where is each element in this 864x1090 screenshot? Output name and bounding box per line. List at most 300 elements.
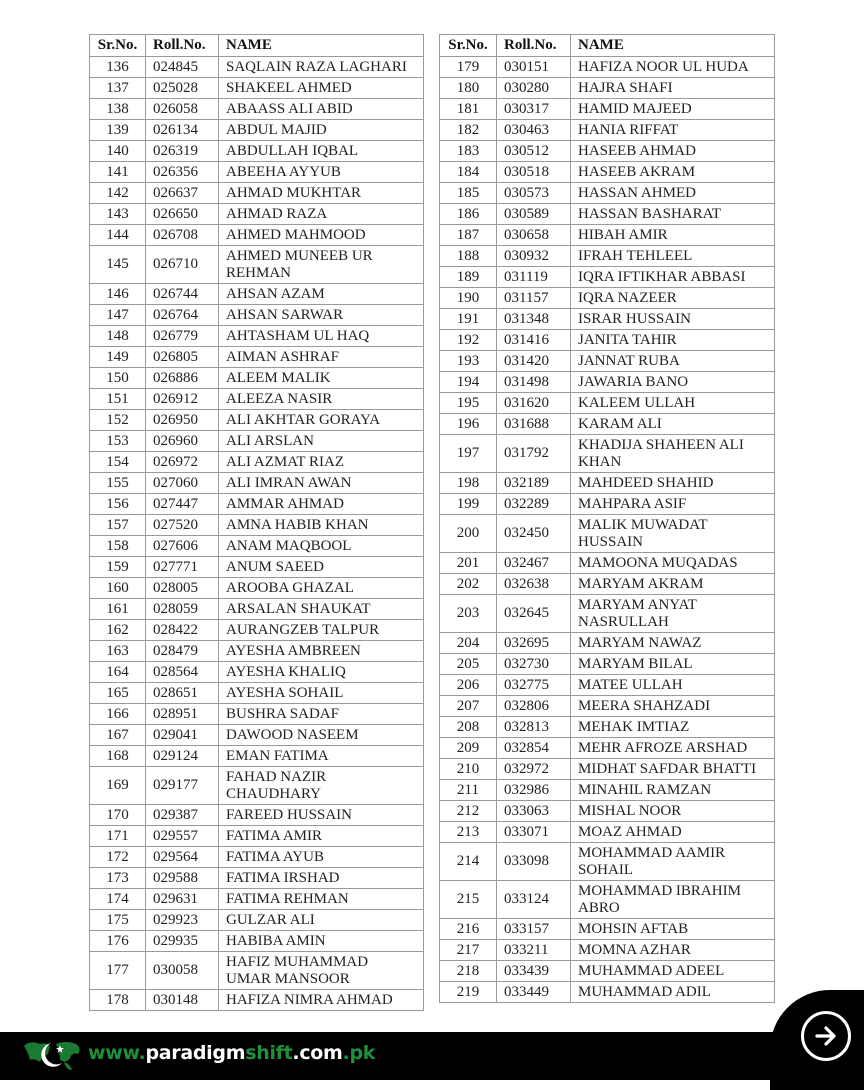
name-cell: MISHAL NOOR: [571, 801, 775, 822]
roll-no-cell: 033063: [497, 801, 571, 822]
name-cell: JANITA TAHIR: [571, 330, 775, 351]
sr-no-cell: 160: [90, 578, 146, 599]
sr-no-cell: 184: [440, 162, 497, 183]
table-row: [440, 204, 775, 225]
table-row: [440, 633, 775, 654]
table-row: [90, 120, 424, 141]
header-roll-no: Roll.No.: [146, 35, 219, 57]
sr-no-cell: 144: [90, 225, 146, 246]
roll-no-cell: 033449: [497, 982, 571, 1003]
roll-no-cell: 026650: [146, 204, 219, 225]
name-cell: IFRAH TEHLEEL: [571, 246, 775, 267]
name-cell: ALEEM MALIK: [219, 368, 424, 389]
roll-no-cell: 028564: [146, 662, 219, 683]
roll-no-cell: 031416: [497, 330, 571, 351]
roll-no-cell: 031688: [497, 414, 571, 435]
table-row: [440, 919, 775, 940]
roll-no-cell: 026319: [146, 141, 219, 162]
name-cell: AHMAD RAZA: [219, 204, 424, 225]
table-body-right: [440, 57, 775, 1003]
table-row: [90, 78, 424, 99]
sr-no-cell: 215: [440, 881, 497, 919]
url-part: paradigm: [145, 1042, 246, 1064]
name-cell: MOHAMMAD IBRAHIM ABRO: [571, 881, 775, 919]
roll-no-cell: 032645: [497, 595, 571, 633]
sr-no-cell: 165: [90, 683, 146, 704]
table-row: [90, 284, 424, 305]
sr-no-cell: 202: [440, 574, 497, 595]
roll-no-cell: 031157: [497, 288, 571, 309]
name-cell: AHMAD MUKHTAR: [219, 183, 424, 204]
table-row: [440, 351, 775, 372]
roll-no-cell: 026912: [146, 389, 219, 410]
sr-no-cell: 140: [90, 141, 146, 162]
table-row: [440, 162, 775, 183]
name-cell: AHSAN SARWAR: [219, 305, 424, 326]
name-cell: MOMNA AZHAR: [571, 940, 775, 961]
name-cell: HABIBA AMIN: [219, 931, 424, 952]
table-row: [440, 99, 775, 120]
table-row: [90, 910, 424, 931]
roll-no-cell: 029387: [146, 805, 219, 826]
roll-list-table-left: [89, 34, 424, 1011]
table-row: [90, 141, 424, 162]
name-cell: HAJRA SHAFI: [571, 78, 775, 99]
table-row: [90, 557, 424, 578]
name-cell: FAHAD NAZIR CHAUDHARY: [219, 767, 424, 805]
name-cell: FATIMA AYUB: [219, 847, 424, 868]
table-row: [90, 162, 424, 183]
name-cell: AHMED MAHMOOD: [219, 225, 424, 246]
name-cell: IQRA NAZEER: [571, 288, 775, 309]
sr-no-cell: 208: [440, 717, 497, 738]
sr-no-cell: 174: [90, 889, 146, 910]
name-cell: HAFIZA NIMRA AHMAD: [219, 990, 424, 1011]
name-cell: AROOBA GHAZAL: [219, 578, 424, 599]
table-row: [440, 738, 775, 759]
sr-no-cell: 181: [440, 99, 497, 120]
sr-no-cell: 216: [440, 919, 497, 940]
sr-no-cell: 210: [440, 759, 497, 780]
roll-no-cell: 031792: [497, 435, 571, 473]
name-cell: BUSHRA SADAF: [219, 704, 424, 725]
sr-no-cell: 159: [90, 557, 146, 578]
website-url[interactable]: [88, 1042, 375, 1064]
roll-no-cell: 026710: [146, 246, 219, 284]
roll-no-cell: 027771: [146, 557, 219, 578]
name-cell: MOAZ AHMAD: [571, 822, 775, 843]
roll-no-cell: 032972: [497, 759, 571, 780]
table-row: [440, 183, 775, 204]
table-row: [440, 57, 775, 78]
roll-no-cell: 026972: [146, 452, 219, 473]
table-row: [440, 473, 775, 494]
table-row: [440, 675, 775, 696]
sr-no-cell: 204: [440, 633, 497, 654]
sr-no-cell: 141: [90, 162, 146, 183]
sr-no-cell: 176: [90, 931, 146, 952]
table-row: [440, 267, 775, 288]
name-cell: AMNA HABIB KHAN: [219, 515, 424, 536]
name-cell: EMAN FATIMA: [219, 746, 424, 767]
sr-no-cell: 190: [440, 288, 497, 309]
table-row: [440, 372, 775, 393]
roll-no-cell: 029041: [146, 725, 219, 746]
roll-no-cell: 031420: [497, 351, 571, 372]
arrow-right-icon: [812, 1022, 840, 1050]
sr-no-cell: 199: [440, 494, 497, 515]
sr-no-cell: 203: [440, 595, 497, 633]
roll-no-cell: 032854: [497, 738, 571, 759]
sr-no-cell: 196: [440, 414, 497, 435]
sr-no-cell: 172: [90, 847, 146, 868]
name-cell: ABAASS ALI ABID: [219, 99, 424, 120]
name-cell: MOHSIN AFTAB: [571, 919, 775, 940]
sr-no-cell: 173: [90, 868, 146, 889]
url-part: .com: [292, 1042, 343, 1064]
roll-no-cell: 031348: [497, 309, 571, 330]
table-row: [440, 515, 775, 553]
roll-no-cell: 028005: [146, 578, 219, 599]
roll-no-cell: 024845: [146, 57, 219, 78]
sr-no-cell: 147: [90, 305, 146, 326]
table-row: [440, 822, 775, 843]
roll-no-cell: 033439: [497, 961, 571, 982]
sr-no-cell: 175: [90, 910, 146, 931]
sr-no-cell: 219: [440, 982, 497, 1003]
roll-no-cell: 030148: [146, 990, 219, 1011]
roll-no-cell: 029124: [146, 746, 219, 767]
roll-no-cell: 026960: [146, 431, 219, 452]
roll-no-cell: 029631: [146, 889, 219, 910]
table-row: [440, 654, 775, 675]
name-cell: MARYAM NAWAZ: [571, 633, 775, 654]
table-row: [440, 141, 775, 162]
table-row: [440, 225, 775, 246]
table-row: [90, 389, 424, 410]
roll-no-cell: 026708: [146, 225, 219, 246]
name-cell: MAHDEED SHAHID: [571, 473, 775, 494]
sr-no-cell: 151: [90, 389, 146, 410]
table-row: [90, 725, 424, 746]
roll-no-cell: 026637: [146, 183, 219, 204]
table-row: [90, 473, 424, 494]
roll-no-cell: 032730: [497, 654, 571, 675]
sr-no-cell: 182: [440, 120, 497, 141]
sr-no-cell: 206: [440, 675, 497, 696]
table-row: [90, 683, 424, 704]
table-row: [90, 620, 424, 641]
sr-no-cell: 143: [90, 204, 146, 225]
table-row: [440, 881, 775, 919]
roll-no-cell: 033211: [497, 940, 571, 961]
name-cell: GULZAR ALI: [219, 910, 424, 931]
table-row: [440, 309, 775, 330]
table-row: [440, 330, 775, 351]
table-row: [440, 717, 775, 738]
sr-no-cell: 189: [440, 267, 497, 288]
sr-no-cell: 156: [90, 494, 146, 515]
table-row: [90, 515, 424, 536]
roll-no-cell: 030463: [497, 120, 571, 141]
table-header-row: [90, 35, 424, 57]
roll-no-cell: 026805: [146, 347, 219, 368]
name-cell: DAWOOD NASEEM: [219, 725, 424, 746]
name-cell: MAHPARA ASIF: [571, 494, 775, 515]
roll-no-cell: 028651: [146, 683, 219, 704]
sr-no-cell: 149: [90, 347, 146, 368]
header-name: NAME: [219, 35, 424, 57]
name-cell: MEHR AFROZE ARSHAD: [571, 738, 775, 759]
header-roll-no: Roll.No.: [497, 35, 571, 57]
sr-no-cell: 198: [440, 473, 497, 494]
name-cell: ABEEHA AYYUB: [219, 162, 424, 183]
sr-no-cell: 197: [440, 435, 497, 473]
sr-no-cell: 158: [90, 536, 146, 557]
table-body-left: [90, 57, 424, 1011]
name-cell: AYESHA KHALIQ: [219, 662, 424, 683]
table-row: [90, 536, 424, 557]
table-row: [440, 961, 775, 982]
table-row: [440, 246, 775, 267]
sr-no-cell: 213: [440, 822, 497, 843]
sr-no-cell: 185: [440, 183, 497, 204]
table-row: [90, 57, 424, 78]
sr-no-cell: 194: [440, 372, 497, 393]
name-cell: MUHAMMAD ADIL: [571, 982, 775, 1003]
name-cell: HIBAH AMIR: [571, 225, 775, 246]
table-row: [440, 435, 775, 473]
sr-no-cell: 152: [90, 410, 146, 431]
sr-no-cell: 183: [440, 141, 497, 162]
name-cell: AMMAR AHMAD: [219, 494, 424, 515]
sr-no-cell: 205: [440, 654, 497, 675]
table-row: [440, 393, 775, 414]
name-cell: JAWARIA BANO: [571, 372, 775, 393]
roll-no-cell: 028951: [146, 704, 219, 725]
roll-no-cell: 031620: [497, 393, 571, 414]
name-cell: ALEEZA NASIR: [219, 389, 424, 410]
roll-no-cell: 033098: [497, 843, 571, 881]
roll-no-cell: 031498: [497, 372, 571, 393]
table-row: [440, 553, 775, 574]
name-cell: MOHAMMAD AAMIR SOHAIL: [571, 843, 775, 881]
sr-no-cell: 155: [90, 473, 146, 494]
table-row: [90, 847, 424, 868]
roll-no-cell: 032695: [497, 633, 571, 654]
sr-no-cell: 136: [90, 57, 146, 78]
name-cell: ALI AKHTAR GORAYA: [219, 410, 424, 431]
sr-no-cell: 178: [90, 990, 146, 1011]
name-cell: ARSALAN SHAUKAT: [219, 599, 424, 620]
roll-no-cell: 030280: [497, 78, 571, 99]
sr-no-cell: 167: [90, 725, 146, 746]
name-cell: ALI ARSLAN: [219, 431, 424, 452]
table-row: [440, 940, 775, 961]
roll-no-cell: 032813: [497, 717, 571, 738]
name-cell: ANUM SAEED: [219, 557, 424, 578]
table-row: [90, 326, 424, 347]
name-cell: KHADIJA SHAHEEN ALI KHAN: [571, 435, 775, 473]
name-cell: FATIMA IRSHAD: [219, 868, 424, 889]
name-cell: JANNAT RUBA: [571, 351, 775, 372]
table-row: [440, 696, 775, 717]
sr-no-cell: 209: [440, 738, 497, 759]
roll-no-cell: 027447: [146, 494, 219, 515]
sr-no-cell: 195: [440, 393, 497, 414]
roll-no-cell: 025028: [146, 78, 219, 99]
roll-no-cell: 026744: [146, 284, 219, 305]
sr-no-cell: 164: [90, 662, 146, 683]
roll-no-cell: 032450: [497, 515, 571, 553]
roll-no-cell: 032189: [497, 473, 571, 494]
roll-no-cell: 027606: [146, 536, 219, 557]
table-row: [90, 494, 424, 515]
name-cell: MARYAM BILAL: [571, 654, 775, 675]
table-row: [440, 759, 775, 780]
sr-no-cell: 177: [90, 952, 146, 990]
roll-no-cell: 031119: [497, 267, 571, 288]
sr-no-cell: 218: [440, 961, 497, 982]
table-row: [90, 204, 424, 225]
name-cell: HASSAN AHMED: [571, 183, 775, 204]
roll-no-cell: 028422: [146, 620, 219, 641]
sr-no-cell: 168: [90, 746, 146, 767]
table-row: [90, 452, 424, 473]
roll-no-cell: 026886: [146, 368, 219, 389]
url-part: shift: [245, 1042, 293, 1064]
table-row: [440, 120, 775, 141]
roll-no-cell: 030518: [497, 162, 571, 183]
name-cell: MAMOONA MUQADAS: [571, 553, 775, 574]
name-cell: AHSAN AZAM: [219, 284, 424, 305]
table-row: [90, 889, 424, 910]
table-row: [90, 99, 424, 120]
url-part: www.: [88, 1042, 146, 1064]
name-cell: ANAM MAQBOOL: [219, 536, 424, 557]
name-cell: ABDUL MAJID: [219, 120, 424, 141]
table-row: [440, 288, 775, 309]
roll-no-cell: 032467: [497, 553, 571, 574]
name-cell: HASSAN BASHARAT: [571, 204, 775, 225]
sr-no-cell: 138: [90, 99, 146, 120]
name-cell: AHTASHAM UL HAQ: [219, 326, 424, 347]
table-row: [90, 183, 424, 204]
name-cell: AYESHA AMBREEN: [219, 641, 424, 662]
table-row: [90, 746, 424, 767]
table-row: [90, 805, 424, 826]
name-cell: HAFIZA NOOR UL HUDA: [571, 57, 775, 78]
sr-no-cell: 153: [90, 431, 146, 452]
roll-no-cell: 029557: [146, 826, 219, 847]
sr-no-cell: 212: [440, 801, 497, 822]
name-cell: ABDULLAH IQBAL: [219, 141, 424, 162]
sr-no-cell: 166: [90, 704, 146, 725]
sr-no-cell: 163: [90, 641, 146, 662]
sr-no-cell: 200: [440, 515, 497, 553]
table-row: [90, 347, 424, 368]
roll-no-cell: 030317: [497, 99, 571, 120]
header-name: NAME: [571, 35, 775, 57]
name-cell: HASEEB AHMAD: [571, 141, 775, 162]
sr-no-cell: 161: [90, 599, 146, 620]
sr-no-cell: 146: [90, 284, 146, 305]
table-row: [90, 246, 424, 284]
sr-no-cell: 148: [90, 326, 146, 347]
roll-no-cell: 029177: [146, 767, 219, 805]
table-row: [440, 780, 775, 801]
sr-no-cell: 150: [90, 368, 146, 389]
sr-no-cell: 207: [440, 696, 497, 717]
roll-no-cell: 032986: [497, 780, 571, 801]
table-row: [90, 767, 424, 805]
sr-no-cell: 154: [90, 452, 146, 473]
roll-no-cell: 033124: [497, 881, 571, 919]
name-cell: FATIMA AMIR: [219, 826, 424, 847]
name-cell: ALI IMRAN AWAN: [219, 473, 424, 494]
name-cell: HAMID MAJEED: [571, 99, 775, 120]
roll-no-cell: 030058: [146, 952, 219, 990]
roll-no-cell: 027060: [146, 473, 219, 494]
sr-no-cell: 187: [440, 225, 497, 246]
roll-no-cell: 030658: [497, 225, 571, 246]
roll-no-cell: 026950: [146, 410, 219, 431]
roll-no-cell: 028059: [146, 599, 219, 620]
sr-no-cell: 162: [90, 620, 146, 641]
roll-no-cell: 029935: [146, 931, 219, 952]
table-header-row: [440, 35, 775, 57]
sr-no-cell: 217: [440, 940, 497, 961]
sr-no-cell: 192: [440, 330, 497, 351]
roll-no-cell: 030573: [497, 183, 571, 204]
table-row: [90, 225, 424, 246]
roll-no-cell: 029564: [146, 847, 219, 868]
table-row: [440, 414, 775, 435]
sr-no-cell: 201: [440, 553, 497, 574]
table-row: [90, 662, 424, 683]
name-cell: MEHAK IMTIAZ: [571, 717, 775, 738]
name-cell: MALIK MUWADAT HUSSAIN: [571, 515, 775, 553]
sr-no-cell: 180: [440, 78, 497, 99]
header-sr-no: Sr.No.: [90, 35, 146, 57]
roll-no-cell: 026764: [146, 305, 219, 326]
pakistan-flag-globe-icon: [20, 1036, 84, 1072]
next-button[interactable]: [801, 1011, 851, 1061]
name-cell: SHAKEEL AHMED: [219, 78, 424, 99]
sr-no-cell: 157: [90, 515, 146, 536]
sr-no-cell: 145: [90, 246, 146, 284]
name-cell: MIDHAT SAFDAR BHATTI: [571, 759, 775, 780]
roll-no-cell: 030151: [497, 57, 571, 78]
name-cell: FAREED HUSSAIN: [219, 805, 424, 826]
table-row: [90, 868, 424, 889]
roll-no-cell: 026356: [146, 162, 219, 183]
roll-no-cell: 026779: [146, 326, 219, 347]
roll-no-cell: 032638: [497, 574, 571, 595]
roll-no-cell: 027520: [146, 515, 219, 536]
name-cell: IQRA IFTIKHAR ABBASI: [571, 267, 775, 288]
name-cell: FATIMA REHMAN: [219, 889, 424, 910]
name-cell: KARAM ALI: [571, 414, 775, 435]
name-cell: ISRAR HUSSAIN: [571, 309, 775, 330]
table-row: [90, 305, 424, 326]
table-row: [440, 574, 775, 595]
sr-no-cell: 179: [440, 57, 497, 78]
name-cell: MINAHIL RAMZAN: [571, 780, 775, 801]
name-cell: MARYAM AKRAM: [571, 574, 775, 595]
table-row: [440, 982, 775, 1003]
roll-no-cell: 029588: [146, 868, 219, 889]
